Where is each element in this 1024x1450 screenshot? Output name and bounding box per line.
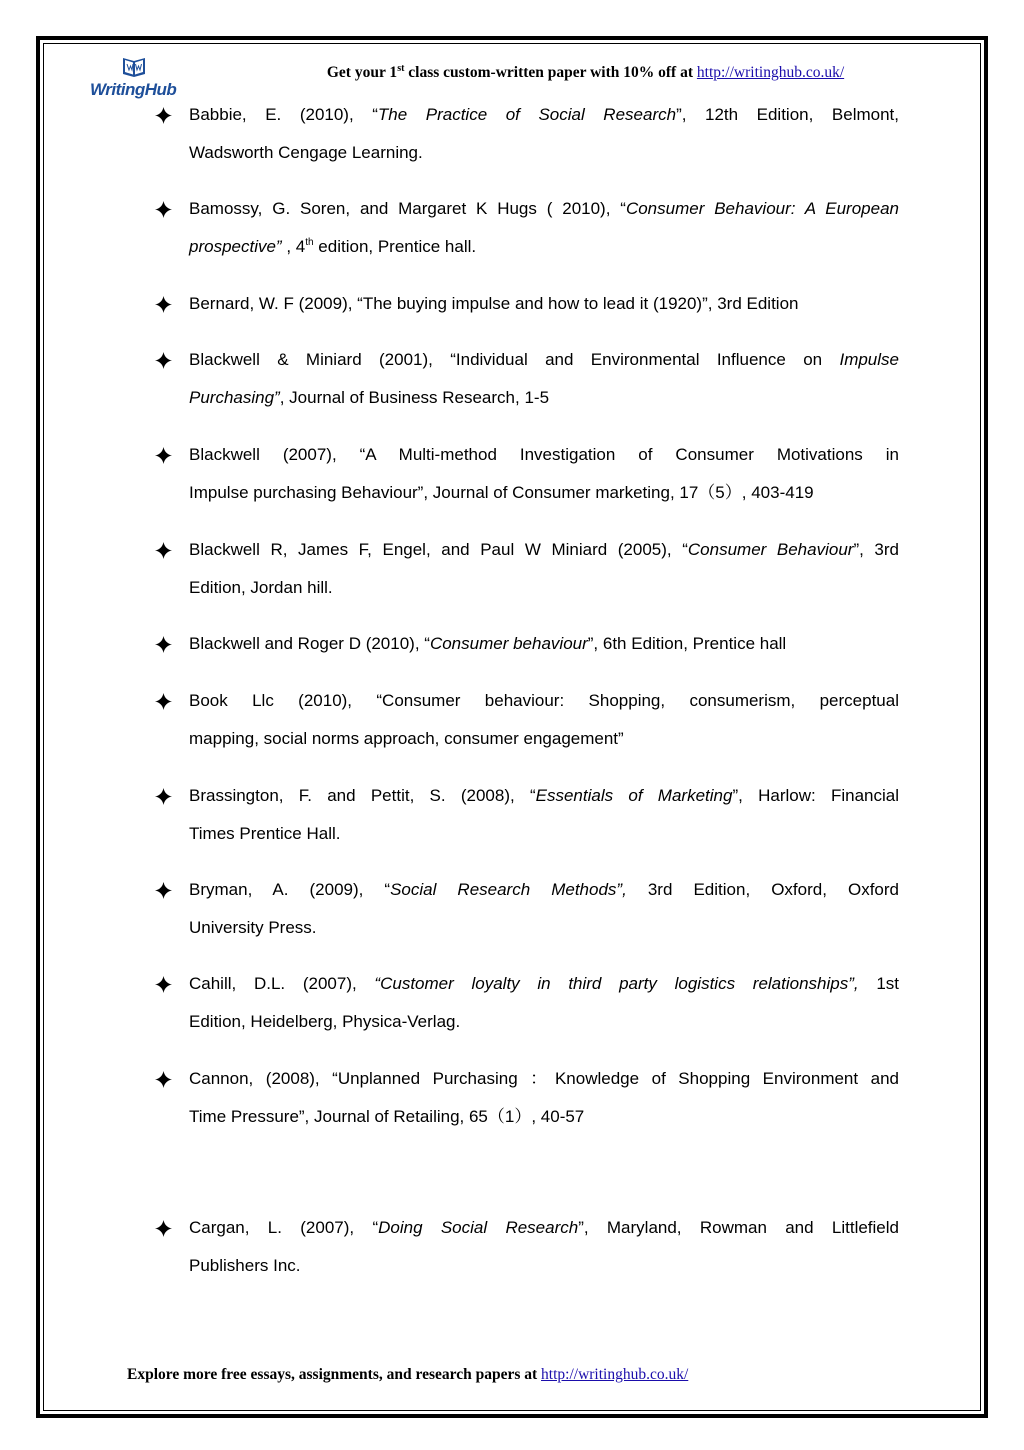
- diamond-bullet-icon: [155, 976, 172, 993]
- footer-promo: Explore more free essays, assignments, and research papers at http://writinghub.co.uk/: [127, 1366, 689, 1383]
- reference-item: Blackwell R, James F, Engel, and Paul W Miniard (2005), “Consumer Behaviour”, 3rd Edition, Jordan hill.: [155, 531, 899, 607]
- diamond-bullet-icon: [155, 1220, 172, 1237]
- diamond-bullet-icon: [155, 693, 172, 710]
- reference-item: Blackwell (2007), “A Multi-method Investigation of Consumer Motivations in Impulse purchasing Behaviour”, Journal of Consumer marketing, 17（5）, 403-419: [155, 436, 899, 512]
- diamond-bullet-icon: [155, 636, 172, 653]
- reference-item: Blackwell & Miniard (2001), “Individual and Environmental Influence on Impulse Purchasing”, Journal of Business Research, 1-5: [155, 341, 899, 417]
- diamond-bullet-icon: [155, 882, 172, 899]
- diamond-bullet-icon: [155, 542, 172, 559]
- diamond-bullet-icon: [155, 296, 172, 313]
- reference-item: Book Llc (2010), “Consumer behaviour: Shopping, consumerism, perceptual mapping, social norms approach, consumer engagement”: [155, 682, 899, 758]
- reference-item: Cahill, D.L. (2007), “Customer loyalty in third party logistics relationships”, 1st Edition, Heidelberg, Physica-Verlag.: [155, 965, 899, 1041]
- header-promo: Get your 1st class custom-written paper with 10% off at http://writinghub.co.uk/: [326, 63, 845, 81]
- diamond-bullet-icon: [155, 447, 172, 464]
- logo-wordmark: WritingHub: [90, 80, 177, 99]
- reference-item: Bryman, A. (2009), “Social Research Methods”, 3rd Edition, Oxford, Oxford University Press.: [155, 871, 899, 947]
- reference-item: Blackwell and Roger D (2010), “Consumer behaviour”, 6th Edition, Prentice hall: [155, 625, 899, 663]
- reference-item: Bamossy, G. Soren, and Margaret K Hugs ( 2010), “Consumer Behaviour: A European prospective” , 4th edition, Prentice hall.: [155, 190, 899, 266]
- diamond-bullet-icon: [155, 201, 172, 218]
- reference-item: Cargan, L. (2007), “Doing Social Research”, Maryland, Rowman and Littlefield Publishers Inc.: [155, 1209, 899, 1285]
- diamond-bullet-icon: [155, 352, 172, 369]
- header-link[interactable]: http://writinghub.co.uk/: [696, 64, 845, 81]
- diamond-bullet-icon: [155, 1071, 172, 1088]
- reference-item: Brassington, F. and Pettit, S. (2008), “Essentials of Marketing”, Harlow: Financial Times Prentice Hall.: [155, 777, 899, 853]
- reference-item: Bernard, W. F (2009), “The buying impulse and how to lead it (1920)”, 3rd Edition: [155, 285, 899, 323]
- reference-item: Cannon, (2008), “Unplanned Purchasing ：Knowledge of Shopping Environment and Time Pressure”, Journal of Retailing, 65（1）, 40-57: [155, 1060, 899, 1136]
- diamond-bullet-icon: [155, 107, 172, 124]
- diamond-bullet-icon: [155, 788, 172, 805]
- reference-item: Babbie, E. (2010), “The Practice of Social Research”, 12th Edition, Belmont, Wadsworth Cengage Learning.: [155, 96, 899, 172]
- footer-link[interactable]: http://writinghub.co.uk/: [541, 1366, 689, 1383]
